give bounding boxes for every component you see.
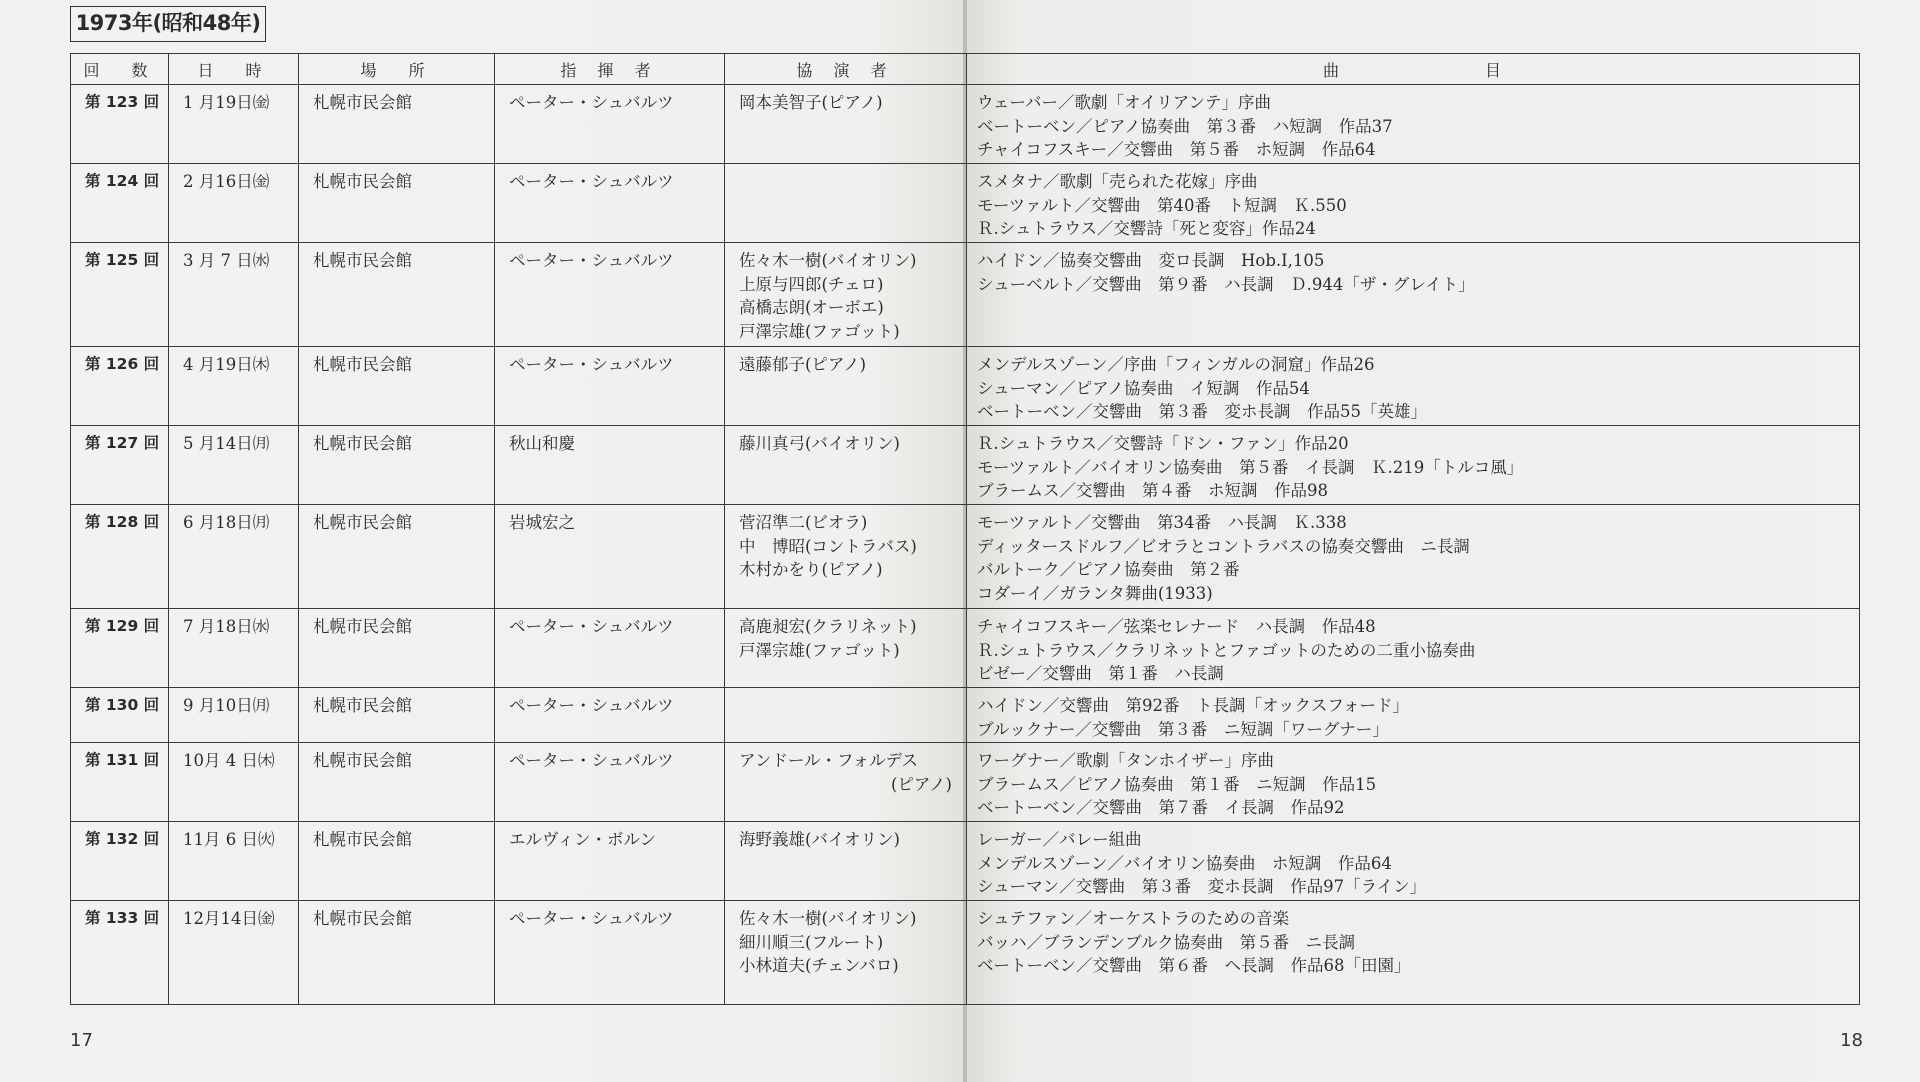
- soloist-line: 中 博昭(コントラバス): [739, 536, 917, 556]
- table-row: [71, 609, 967, 688]
- concert-soloists: [725, 347, 967, 426]
- concert-soloists: [725, 164, 967, 243]
- concert-soloists: [725, 688, 967, 743]
- program-line: メンデルスゾーン／序曲「フィンガルの洞窟」作品26: [977, 355, 1375, 374]
- table-row: [71, 822, 967, 901]
- program-row: [967, 243, 1860, 347]
- concert-program: [967, 688, 1860, 743]
- concert-number: 第 132 回: [71, 822, 169, 901]
- soloist-line: 菅沼準二(ビオラ): [739, 513, 868, 532]
- program-line: ベートーベン／交響曲 第６番 ヘ長調 作品68「田園」: [977, 956, 1411, 975]
- concert-soloists: [725, 743, 967, 822]
- program-line: モーツァルト／バイオリン協奏曲 第５番 イ長調 Ｋ.219「トルコ風」: [977, 457, 1524, 477]
- program-line: ビゼー／交響曲 第１番 ハ長調: [977, 664, 1224, 683]
- table-row: [71, 347, 967, 426]
- concert-number: 第 124 回: [71, 164, 169, 243]
- program-line: ワーグナー／歌劇「タンホイザー」序曲: [977, 751, 1274, 770]
- concert-program: [967, 822, 1860, 901]
- program-row: [967, 609, 1860, 688]
- program-row: [967, 505, 1860, 609]
- concert-conductor: ペーター・シュバルツ: [495, 85, 725, 164]
- concert-program: [967, 743, 1860, 822]
- schedule-table-right: [966, 53, 1860, 1005]
- concert-date: 9 月10日㈪: [169, 688, 299, 743]
- concert-venue: 札幌市民会館: [299, 347, 495, 426]
- header-row-left: [71, 54, 967, 85]
- concert-program: [967, 243, 1860, 347]
- concert-program: [967, 85, 1860, 164]
- table-row: [71, 426, 967, 505]
- concert-program: [967, 426, 1860, 505]
- soloist-line: アンドール・フォルデス: [739, 751, 919, 770]
- program-line: ディッタースドルフ／ビオラとコントラバスの協奏交響曲 ニ長調: [977, 536, 1470, 556]
- soloist-line: 細川順三(フルート): [739, 932, 884, 952]
- concert-conductor: ペーター・シュバルツ: [495, 688, 725, 743]
- concert-venue: 札幌市民会館: [299, 243, 495, 347]
- program-line: チャイコフスキー／弦楽セレナード ハ長調 作品48: [977, 617, 1376, 636]
- program-line: Ｒ.シュトラウス／交響詩「ドン・ファン」作品20: [977, 434, 1349, 453]
- concert-number: 第 123 回: [71, 85, 169, 164]
- soloist-line: 佐々木一樹(バイオリン): [739, 909, 917, 928]
- concert-date: 7 月18日㈬: [169, 609, 299, 688]
- concert-conductor: ペーター・シュバルツ: [495, 901, 725, 1005]
- soloist-line: 遠藤郁子(ピアノ): [739, 355, 867, 374]
- concert-soloists: [725, 609, 967, 688]
- table-row: [71, 688, 967, 743]
- program-line: ブラームス／ピアノ協奏曲 第１番 ニ短調 作品15: [977, 774, 1377, 794]
- soloist-line: 佐々木一樹(バイオリン): [739, 251, 917, 270]
- concert-venue: 札幌市民会館: [299, 164, 495, 243]
- program-line: ベートーベン／交響曲 第７番 イ長調 作品92: [977, 798, 1345, 817]
- concert-date: 1 月19日㈮: [169, 85, 299, 164]
- program-line: ハイドン／交響曲 第92番 ト長調「オックスフォード」: [977, 696, 1410, 715]
- concert-soloists: [725, 901, 967, 1005]
- concert-number: 第 131 回: [71, 743, 169, 822]
- header-soloists: 協 演 者: [725, 54, 967, 85]
- concert-program: [967, 505, 1860, 609]
- concert-program: [967, 901, 1860, 1005]
- concert-number: 第 125 回: [71, 243, 169, 347]
- program-line: ブルックナー／交響曲 第３番 ニ短調「ワーグナー」: [977, 719, 1389, 739]
- program-line: チャイコフスキー／交響曲 第５番 ホ短調 作品64: [977, 140, 1376, 159]
- program-line: バルトーク／ピアノ協奏曲 第２番: [977, 560, 1240, 579]
- header-program: 曲 目: [967, 54, 1860, 85]
- program-line: ウェーバー／歌劇「オイリアンテ」序曲: [977, 93, 1272, 112]
- table-row: [71, 243, 967, 347]
- program-line: ハイドン／協奏交響曲 変ロ長調 Hob.Ⅰ,105: [977, 251, 1325, 270]
- table-row: [71, 505, 967, 609]
- soloist-line: 戸澤宗雄(ファゴット): [739, 640, 900, 660]
- concert-program: [967, 347, 1860, 426]
- concert-venue: 札幌市民会館: [299, 85, 495, 164]
- year-title: 1973年(昭和48年): [70, 6, 266, 42]
- table-row: [71, 901, 967, 1005]
- concert-venue: 札幌市民会館: [299, 688, 495, 743]
- concert-soloists: [725, 426, 967, 505]
- program-line: ブラームス／交響曲 第４番 ホ短調 作品98: [977, 481, 1328, 500]
- soloist-line: 戸澤宗雄(ファゴット): [739, 321, 900, 341]
- header-conductor: 指 揮 者: [495, 54, 725, 85]
- program-line: スメタナ／歌劇「売られた花嫁」序曲: [977, 172, 1258, 191]
- soloist-line: (ピアノ): [890, 774, 952, 794]
- program-line: モーツァルト／交響曲 第34番 ハ長調 Ｋ.338: [977, 513, 1347, 532]
- soloist-line: 小林道夫(チェンバロ): [739, 956, 899, 975]
- program-line: シューマン／ピアノ協奏曲 イ短調 作品54: [977, 378, 1310, 398]
- program-line: シューマン／交響曲 第３番 変ホ長調 作品97「ライン」: [977, 877, 1427, 896]
- soloist-line: 海野義雄(バイオリン): [739, 830, 900, 849]
- page-number-left: 17: [70, 1030, 93, 1051]
- program-row: [967, 347, 1860, 426]
- concert-number: 第 133 回: [71, 901, 169, 1005]
- program-row: [967, 164, 1860, 243]
- table-row: [71, 164, 967, 243]
- concert-conductor: ペーター・シュバルツ: [495, 164, 725, 243]
- concert-number: 第 127 回: [71, 426, 169, 505]
- header-row-right: [967, 54, 1860, 85]
- concert-conductor: ペーター・シュバルツ: [495, 609, 725, 688]
- soloist-line: 岡本美智子(ピアノ): [739, 93, 883, 112]
- concert-date: 6 月18日㈪: [169, 505, 299, 609]
- concert-conductor: ペーター・シュバルツ: [495, 743, 725, 822]
- program-row: [967, 743, 1860, 822]
- concert-conductor: 秋山和慶: [495, 426, 725, 505]
- soloist-line: 藤川真弓(バイオリン): [739, 434, 900, 453]
- concert-date: 5 月14日㈪: [169, 426, 299, 505]
- concert-conductor: エルヴィン・ボルン: [495, 822, 725, 901]
- program-row: [967, 822, 1860, 901]
- program-line: シュテファン／オーケストラのための音楽: [977, 909, 1290, 928]
- concert-soloists: [725, 243, 967, 347]
- header-number: 回 数: [71, 54, 169, 85]
- concert-venue: 札幌市民会館: [299, 743, 495, 822]
- concert-date: 3 月 7 日㈬: [169, 243, 299, 347]
- program-line: ベートーベン／ピアノ協奏曲 第３番 ハ短調 作品37: [977, 116, 1393, 136]
- concert-number: 第 130 回: [71, 688, 169, 743]
- program-row: [967, 688, 1860, 743]
- program-line: Ｒ.シュトラウス／交響詩「死と変容」作品24: [977, 219, 1316, 238]
- program-line: モーツァルト／交響曲 第40番 ト短調 Ｋ.550: [977, 195, 1347, 215]
- concert-venue: 札幌市民会館: [299, 505, 495, 609]
- concert-number: 第 129 回: [71, 609, 169, 688]
- page-number-right: 18: [1840, 1030, 1863, 1051]
- concert-venue: 札幌市民会館: [299, 609, 495, 688]
- concert-date: 4 月19日㈭: [169, 347, 299, 426]
- program-line: コダーイ／ガランタ舞曲(1933): [977, 583, 1213, 603]
- header-venue: 場 所: [299, 54, 495, 85]
- concert-venue: 札幌市民会館: [299, 426, 495, 505]
- concert-program: [967, 609, 1860, 688]
- concert-venue: 札幌市民会館: [299, 901, 495, 1005]
- program-row: [967, 85, 1860, 164]
- concert-program: [967, 164, 1860, 243]
- concert-conductor: 岩城宏之: [495, 505, 725, 609]
- soloist-line: 上原与四郎(チェロ): [739, 274, 884, 294]
- program-line: ベートーベン／交響曲 第３番 変ホ長調 作品55「英雄」: [977, 402, 1427, 421]
- concert-conductor: ペーター・シュバルツ: [495, 243, 725, 347]
- concert-date: 10月 4 日㈭: [169, 743, 299, 822]
- schedule-table-left: [70, 53, 967, 1005]
- program-line: バッハ／ブランデンブルク協奏曲 第５番 ニ長調: [977, 932, 1356, 952]
- concert-date: 11月 6 日㈫: [169, 822, 299, 901]
- concert-venue: 札幌市民会館: [299, 822, 495, 901]
- program-row: [967, 901, 1860, 1005]
- concert-conductor: ペーター・シュバルツ: [495, 347, 725, 426]
- concert-soloists: [725, 822, 967, 901]
- program-line: シューベルト／交響曲 第９番 ハ長調 Ｄ.944「ザ・グレイト」: [977, 274, 1475, 294]
- concert-number: 第 126 回: [71, 347, 169, 426]
- soloist-line: 木村かをり(ピアノ): [739, 560, 883, 579]
- table-row: [71, 85, 967, 164]
- concert-soloists: [725, 85, 967, 164]
- concert-date: 12月14日㈮: [169, 901, 299, 1005]
- program-row: [967, 426, 1860, 505]
- soloist-line: 高鹿昶宏(クラリネット): [739, 617, 917, 636]
- program-line: Ｒ.シュトラウス／クラリネットとファゴットのための二重小協奏曲: [977, 640, 1476, 660]
- concert-number: 第 128 回: [71, 505, 169, 609]
- concert-soloists: [725, 505, 967, 609]
- header-date: 日 時: [169, 54, 299, 85]
- program-line: レーガー／バレー組曲: [977, 830, 1142, 849]
- program-line: メンデルスゾーン／バイオリン協奏曲 ホ短調 作品64: [977, 853, 1392, 873]
- table-row: [71, 743, 967, 822]
- soloist-line: 高橋志朗(オーボエ): [739, 298, 884, 317]
- concert-date: 2 月16日㈮: [169, 164, 299, 243]
